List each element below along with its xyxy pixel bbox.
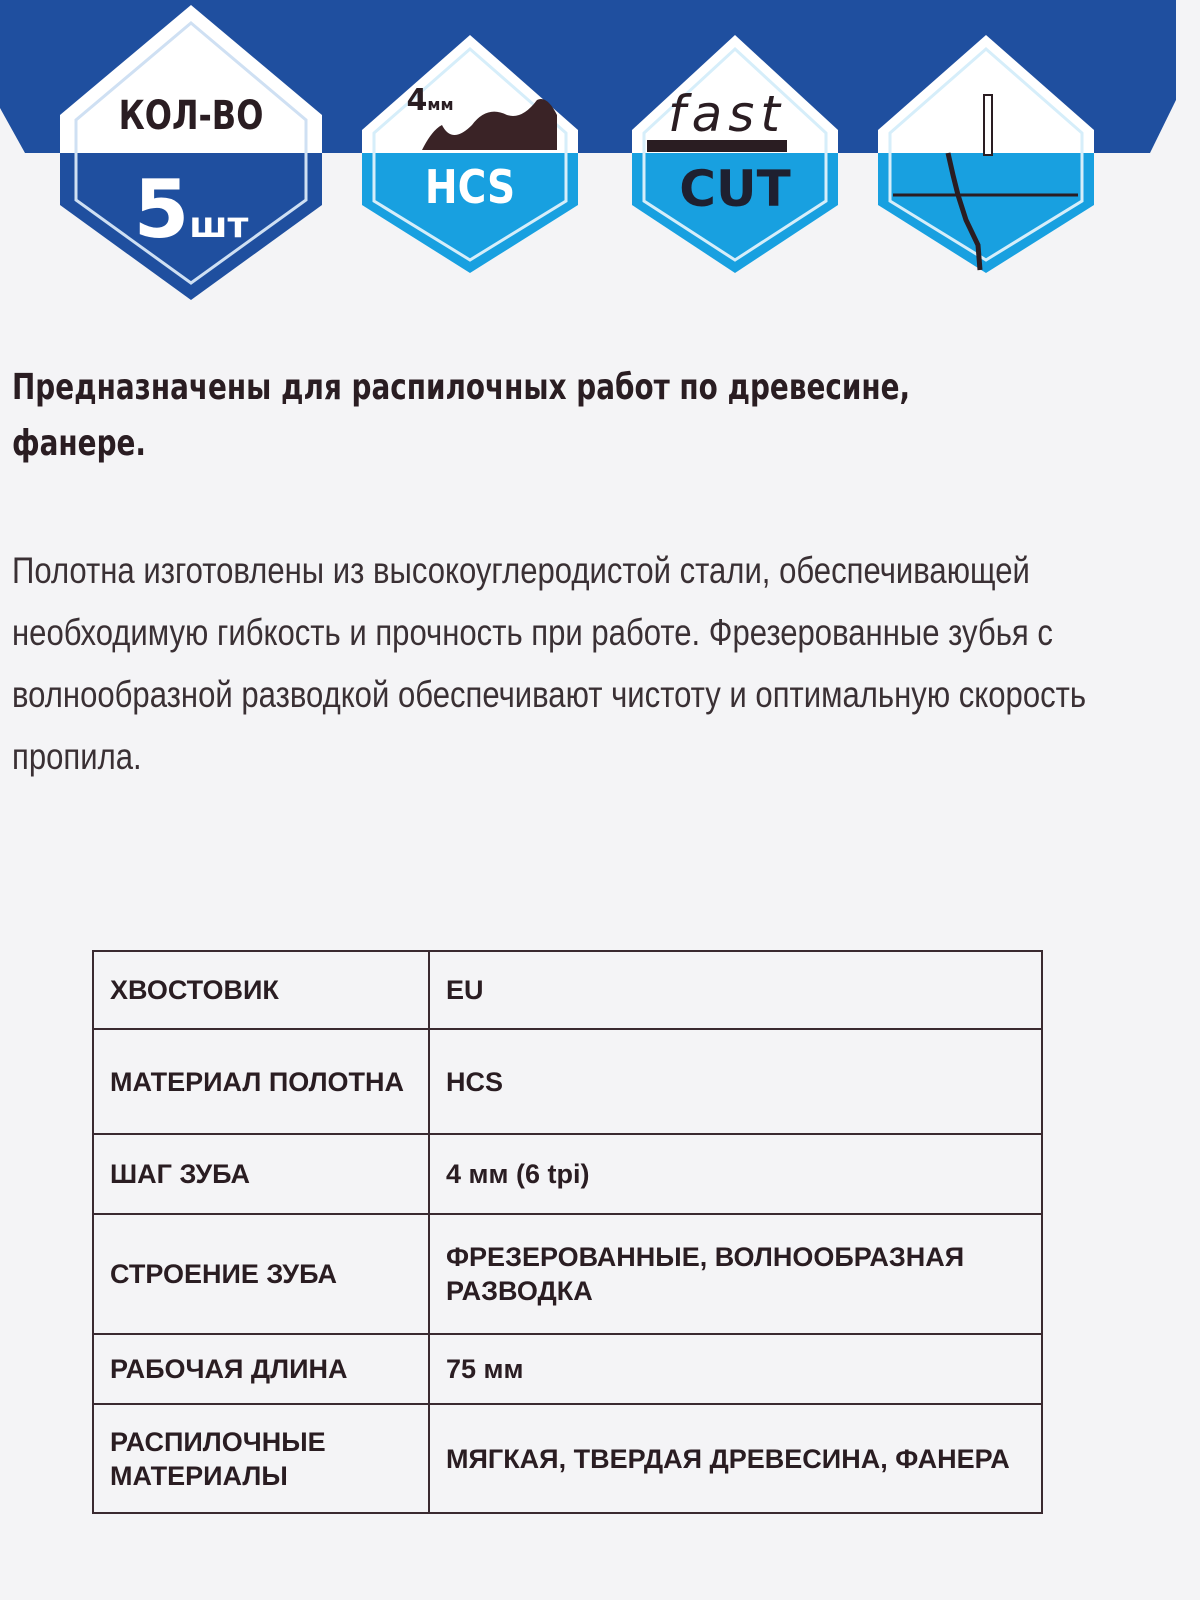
table-row — [93, 1404, 1042, 1513]
quantity-unit: шт — [189, 205, 249, 246]
fast-cut-badge — [632, 35, 838, 273]
cut-label: CUT — [679, 160, 791, 218]
spec-value: МЯГКАЯ, ТВЕРДАЯ ДРЕВЕСИНА, ФАНЕРА — [429, 1404, 1042, 1513]
table-row — [93, 1134, 1042, 1214]
fast-label: fast — [668, 85, 786, 143]
pitch-value: 4 — [406, 83, 428, 118]
table-row — [93, 1334, 1042, 1404]
spec-value: 4 мм (6 tpi) — [429, 1134, 1042, 1214]
quantity-badge — [60, 5, 322, 300]
quantity-label: КОЛ-ВО — [118, 93, 264, 139]
spec-value: ФРЕЗЕРОВАННЫЕ, ВОЛНООБРАЗНАЯ РАЗВОДКА — [429, 1214, 1042, 1334]
spec-name: СТРОЕНИЕ ЗУБА — [93, 1214, 429, 1334]
spec-name: РАБОЧАЯ ДЛИНА — [93, 1334, 429, 1404]
spec-value: HCS — [429, 1029, 1042, 1134]
spec-value: 75 мм — [429, 1334, 1042, 1404]
usage-description: Предназначены для распилочных работ по древесине, фанере. — [12, 367, 911, 464]
pitch-unit: мм — [427, 95, 454, 114]
table-row — [93, 951, 1042, 1029]
spec-name: РАСПИЛОЧНЫЕ МАТЕРИАЛЫ — [93, 1404, 429, 1513]
spec-name: ХВОСТОВИК — [93, 951, 429, 1029]
spec-value: EU — [429, 951, 1042, 1029]
jigsaw-cut-badge — [878, 35, 1094, 273]
table-row — [93, 1029, 1042, 1134]
material-description: Полотна изготовлены из высокоуглеродистой стали, обеспечивающей необходимую гибкость и прочность при работе. Фрезерованные зубья с волнообразной разводкой обеспечивают чистоту и оптимальную скорость пропила. — [12, 550, 1087, 777]
table-row — [93, 1214, 1042, 1334]
spec-name: ШАГ ЗУБА — [93, 1134, 429, 1214]
spec-name: МАТЕРИАЛ ПОЛОТНА — [93, 1029, 429, 1134]
specs-table — [92, 950, 1043, 1514]
tooth-pitch-badge — [362, 35, 578, 273]
quantity-value: 5 — [133, 163, 190, 256]
material-label: HCS — [424, 160, 516, 214]
